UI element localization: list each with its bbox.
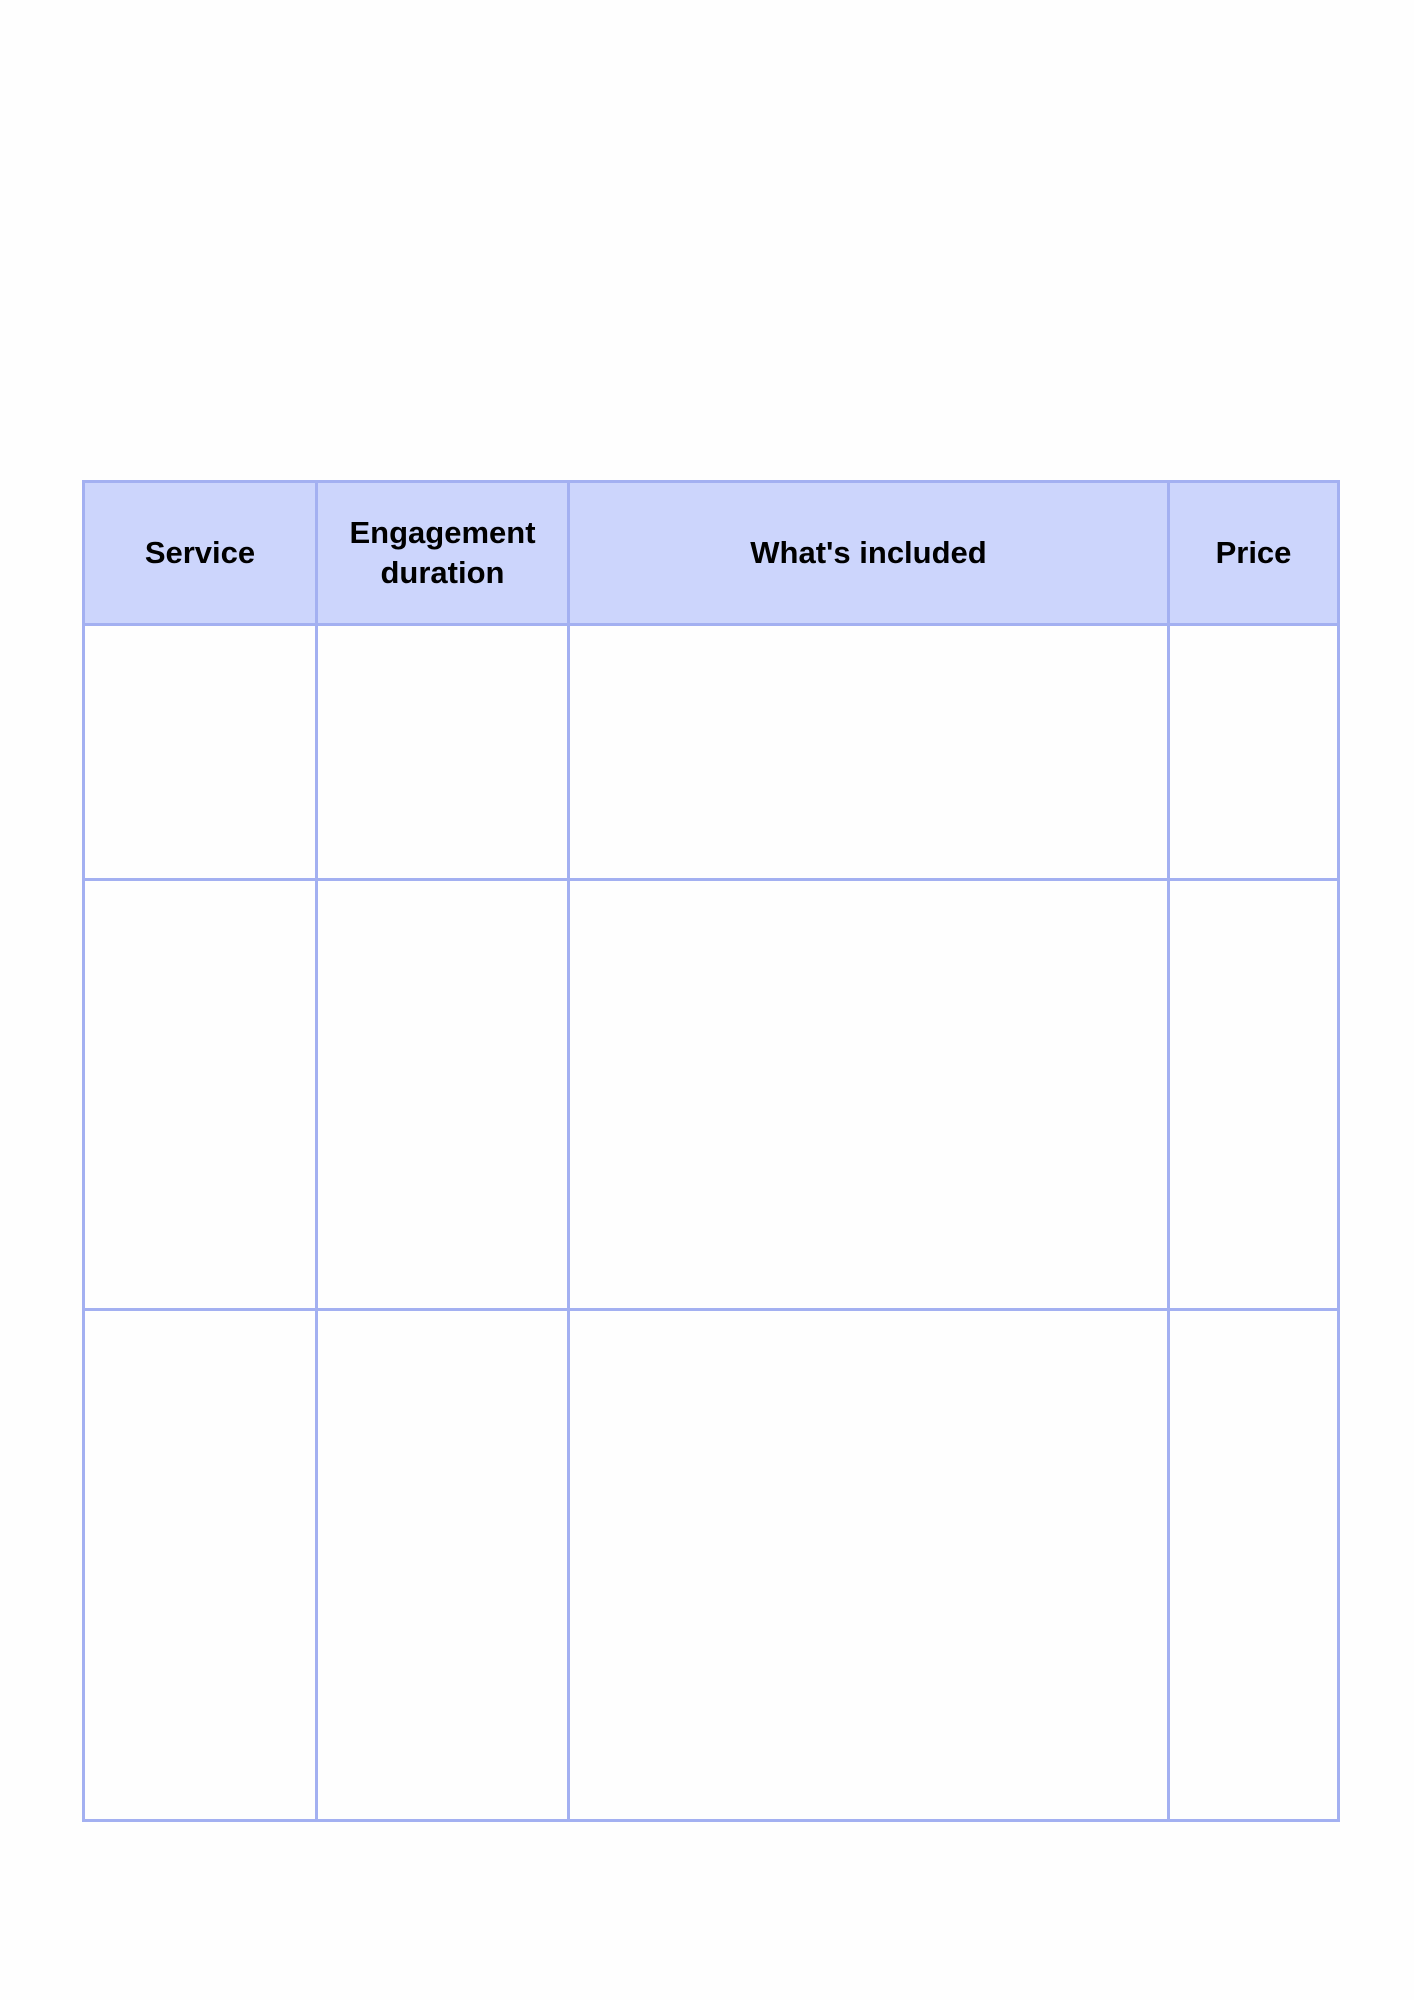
- cell-included[interactable]: [569, 625, 1169, 880]
- cell-price[interactable]: [1169, 1310, 1339, 1821]
- cell-price[interactable]: [1169, 880, 1339, 1310]
- cell-price[interactable]: [1169, 625, 1339, 880]
- cell-duration[interactable]: [317, 1310, 569, 1821]
- header-service-label: Service: [144, 535, 256, 570]
- table-header-row: [84, 482, 1339, 625]
- table-row: [84, 880, 1339, 1310]
- header-whats-included: [569, 482, 1169, 625]
- header-engagement-duration: [317, 482, 569, 625]
- table-row: [84, 1310, 1339, 1821]
- cell-included[interactable]: [569, 1310, 1169, 1821]
- cell-service[interactable]: [84, 625, 317, 880]
- cell-service[interactable]: [84, 1310, 317, 1821]
- cell-service[interactable]: [84, 880, 317, 1310]
- header-service: [84, 482, 317, 625]
- services-pricing-table: [82, 480, 1340, 1822]
- cell-duration[interactable]: [317, 625, 569, 880]
- header-duration-line2: duration: [380, 555, 505, 590]
- header-included-label: What's included: [750, 535, 987, 570]
- cell-duration[interactable]: [317, 880, 569, 1310]
- table-row: [84, 625, 1339, 880]
- header-price-label: Price: [1215, 535, 1292, 570]
- cell-included[interactable]: [569, 880, 1169, 1310]
- header-duration-line1: Engagement: [349, 515, 536, 550]
- header-price: [1169, 482, 1339, 625]
